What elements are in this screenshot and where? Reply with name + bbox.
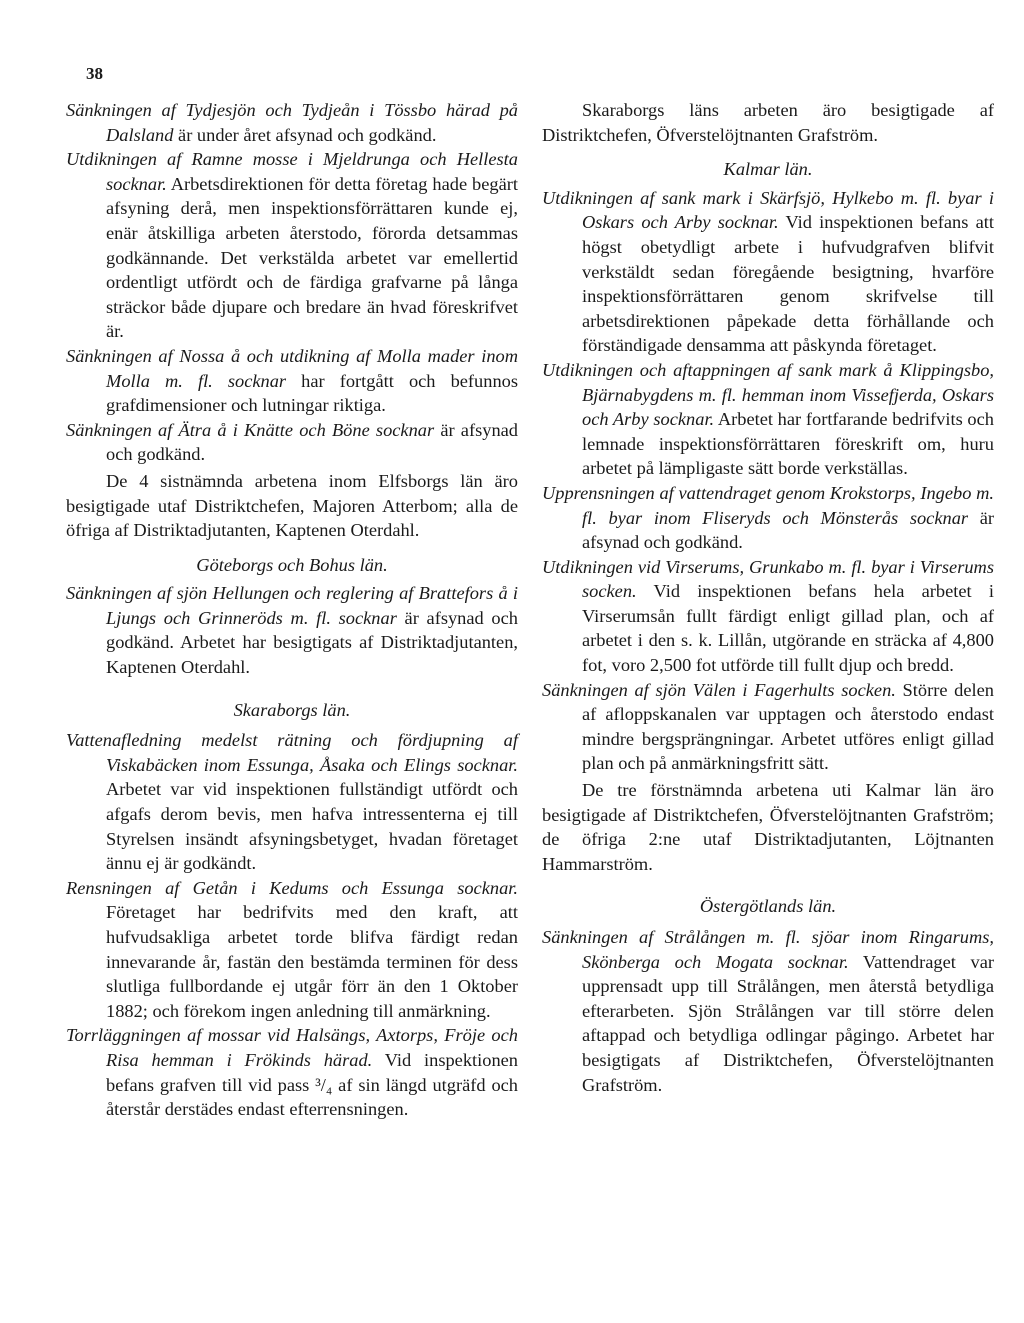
entry-valen bbox=[542, 678, 994, 776]
entry-ramne-mosse bbox=[66, 147, 518, 344]
entry-title: Rensningen af Getån i Kedums och Essunga socknar. bbox=[66, 877, 518, 898]
entry-title: Utdikningen af Ramne mosse i Mjeldrunga och Hellesta socknar. bbox=[66, 149, 518, 194]
entry-title: Vattenafledning medelst rätning och fördjupning af Viskabäcken inom Essunga, Åsaka och Elings socknar. bbox=[66, 730, 518, 775]
entry-title: Upprensningen af vattendraget genom Krokstorps, Ingebo m. fl. byar inom Fliseryds och Mönsterås socknar bbox=[542, 482, 994, 528]
entry-text: är afsynad och godkänd. bbox=[582, 507, 994, 553]
heading-goteborg: Göteborgs och Bohus län. bbox=[196, 554, 388, 575]
entry-title: Sänkningen af Ätra å i Knätte och Böne socknar bbox=[66, 419, 435, 440]
entry-viskabacken bbox=[66, 728, 518, 876]
entry-atra bbox=[66, 418, 518, 467]
page-number: 38 bbox=[86, 64, 103, 83]
entry-halsangs bbox=[66, 1023, 518, 1121]
heading-skaraborg: Skaraborgs län. bbox=[233, 699, 351, 720]
entry-title: Sänkningen af Tydjesjön och Tydjeån i Tössbo härad på Dalsland bbox=[66, 100, 518, 145]
entry-krokstorps bbox=[542, 481, 994, 555]
entry-text: Vid inspektionen befans hela arbetet i Virserumsån fullt färdigt enligt gillad plan, och af arbetet i den s. k. Lillån, utgörande en sträcka af 4,800 fot, voro 2,500 fot utförde till fullt djup och bredd. bbox=[582, 581, 994, 676]
entry-skarfsjo bbox=[542, 186, 994, 358]
summary-skaraborg: Skaraborgs läns arbeten äro besigtigade af Distriktchefen, Öfverstelöjtnanten Grafström. bbox=[542, 100, 994, 145]
entry-text: är afsynad och godkänd. bbox=[106, 419, 518, 465]
entry-nossa bbox=[66, 344, 518, 418]
entry-title: Sänkningen af Strålången m. fl. sjöar inom Ringarums, Skönberga och Mogata socknar. bbox=[542, 927, 994, 972]
entry-text: har fortgått och befunnos grafdimensioner och lutningar riktiga. bbox=[106, 370, 518, 416]
entry-title: Sänkningen af sjön Välen i Fagerhults socken. bbox=[542, 679, 896, 700]
summary-elfsborg: De 4 sistnämnda arbetena inom Elfsborgs län äro besigtigade utaf Distriktchefen, Majoren Atterbom; alla de öfriga af Distriktadjutanten, Kaptenen Oterdahl. bbox=[66, 470, 518, 541]
entry-virserums bbox=[542, 555, 994, 678]
entry-title: Utdikningen och aftappningen af sank mark å Klippingsbo, Bjärnabygdens m. fl. hemman inom Vissefjerda, Oskars och Arby socknar. bbox=[542, 359, 994, 430]
entry-title: Sänkningen af Nossa å och utdikning af Molla mader inom Molla m. fl. socknar bbox=[66, 345, 518, 391]
entry-title: Sänkningen af sjön Hellungen och reglering af Brattefors å i Ljungs och Grinneröds m. fl. socknar bbox=[66, 583, 518, 628]
heading-kalmar: Kalmar län. bbox=[723, 159, 813, 180]
entry-text: Arbetet var vid inspektionen fullständigt utfördt och afgafs derom bevis, men hafva intressenterna ej till Styrelsen insändt afsyningsbetyget, hvadan företaget ännu ej är godkändt. bbox=[106, 779, 518, 874]
entry-hellungen bbox=[66, 581, 518, 679]
left-column bbox=[66, 98, 518, 1122]
entry-text: Vid inspektionen befans att högst obetydligt arbete i hufvudgrafven blifvit verkstäldt sedan föregående besigtning, hvarföre inspektionsförrättaren genom skrifvelse till arbetsdirektionen påpekade detta förhållande och förständigade densamma att påskynda företaget. bbox=[582, 212, 994, 356]
entry-title: Torrläggningen af mossar vid Halsängs, Axtorps, Fröje och Risa hemman i Frökinds härad. bbox=[66, 1025, 518, 1070]
entry-stralangen bbox=[542, 925, 994, 1097]
entry-text: är afsynad och godkänd. Arbetet har besigtigats af Distriktadjutanten, Kaptenen Oterdahl. bbox=[106, 607, 518, 678]
entry-getan bbox=[66, 876, 518, 1024]
entry-text: Företaget har bedrifvits med den kraft, att hufvudsakliga arbetet torde blifva färdigt redan innevarande år, fastän den bestämda terminen för dess slutliga fullbordande ej utgår förr än den 1 Oktober 1882; och förekom ingen anledning till anmärkning. bbox=[106, 902, 518, 1021]
entry-klippingsbo bbox=[542, 358, 994, 481]
heading-ostergotland: Östergötlands län. bbox=[699, 896, 837, 917]
entry-tydjesjon bbox=[66, 98, 518, 147]
entry-text: är under året afsynad och godkänd. bbox=[173, 124, 437, 145]
entry-text: Vid inspektionen befans grafven till vid pass ³/₄ af sin längd utgräfd och återstår derstädes endast efterrensningen. bbox=[106, 1049, 518, 1120]
entry-text: Arbetsdirektionen för detta företag hade begärt afsyning derå, men inspektionsförrättaren kunde ej, enär åtskilliga arbeten återstodo, förorda detsammas godkännande. Det verkstälda arbetet var emellertid ordentligt utfördt och de färdiga grafvarne på långa sträckor både djupare och bredare än hvad föreskrifvet är. bbox=[106, 173, 518, 342]
entry-title: Utdikningen vid Virserums, Grunkabo m. fl. byar i Virserums socken. bbox=[542, 556, 994, 602]
summary-kalmar: De tre förstnämnda arbetena uti Kalmar län äro besigtigade af Distriktchefen, Öfverstelöjtnanten Grafström; de öfriga 2:ne utaf Distriktadjutanten, Löjtnanten Hammarström. bbox=[542, 780, 994, 874]
entry-title: Utdikningen af sank mark i Skärfsjö, Hylkebo m. fl. byar i Oskars och Arby socknar. bbox=[542, 187, 994, 233]
right-column bbox=[542, 98, 994, 1097]
entry-text: Arbetet har fortfarande bedrifvits och lemnade inspektionsförrättaren föreskrift om, huru arbetet på lämpligaste sätt borde verkställas. bbox=[582, 409, 994, 479]
entry-text: Större delen af afloppskanalen var upptagen och återstodo endast mindre bergsprängningar. Arbetet utföres enligt gillad plan och på anmärkningsfritt sätt. bbox=[582, 679, 994, 774]
entry-text: Vattendraget var upprensadt upp till Strålången, men återstå betydliga efterarbeten. Sjön Strålången var till större delen aftappad och betydliga odlingar pågingo. Arbetet har besigtigats af Distriktchefen, Öfverstelöjtnanten Grafström. bbox=[582, 951, 995, 1095]
